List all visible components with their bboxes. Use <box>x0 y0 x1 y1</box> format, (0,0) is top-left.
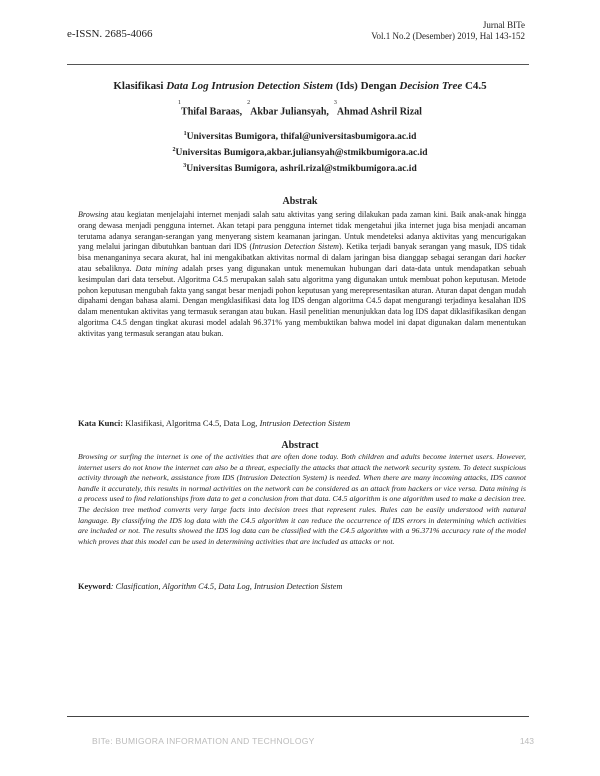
affiliation: $^1$Universitas Bumigora, thifal@universitasbumigora.ac.id <box>183 131 417 143</box>
keyword: Keyword: Clasification, Algorithm C4.5, Data Log, Intrusion Detection Sistem <box>78 582 343 591</box>
footer-journal: BITe: BUMIGORA INFORMATION AND TECHNOLOGY <box>92 736 315 746</box>
volume-info: Vol.1 No.2 (Desember) 2019, Hal 143-152 <box>371 31 525 41</box>
journal-name: Jurnal BITe <box>482 20 525 30</box>
issn: e-ISSN. 2685-4066 <box>67 28 153 40</box>
abstrak-text: Browsing atau kegiatan menjelajahi internet menjadi salah satu aktivitas yang sering dilakukan pada zaman kini. Baik anak-anak hingga orang dewasa menjadi pengguna internet. Akan tetapi para pengguna internet tidak mengetahui jika internet juga bisa menjadi ancaman terutama adanya serangan-serangan yang menyerang sistem keamanan jaringan. Untuk mendeteksi adanya aktivitas yang mencurigakan yang melalui jaringan dibutuhkan bantuan dari IDS (Intrusion Detection Sistem). Ketika terjadi banyak serangan yang masuk, IDS tidak bisa menanganinya secara akurat, hal ini mengakibatkan aktivitas normal di dalam jaringan bisa dianggap sebagai serangan dari hacker atau sebaliknya. Data mining adalah prses yang digunakan untuk menemukan hubungan dari data-data untuk mendapatkan sebuah kesimpulan dari data tersebut. Algoritma C4.5 merupakan salah satu algoritma yang digunakan untuk membuat pohon keputusan. Metode pohon keputusan mengubah fakta yang sangat besar menjadi pohon keputusan yang merepresentasikan aturan. Aturan dapat dengan mudah dipahami dengan bahasa alami. Dengan mengklasifikasi data log IDS dengan algoritma C4.5 dapat mengurangi terjadinya kesalahan IDS dalam menentukan aktivitas yang termasuk serangan atau bukan. Hasil penelitian menunjukkan data log IDS dapat diklasifikasikan dengan algoritma C4.5 dengan tingkat akurasi model adalah 96.371% yang membuktikan bahwa model ini dapat digunakan dalam menentukan aktivitas yang termasuk serangan atau bukan. <box>78 210 526 338</box>
header-divider <box>67 64 529 65</box>
author-list: $^1$Thifal Baraas, $^2$Akbar Juliansyah, $^3$Ahmad Ashril Rizal <box>178 100 422 118</box>
affiliation: $^3$Universitas Bumigora, ashril.rizal@stmikbumigora.ac.id <box>183 163 417 175</box>
journal-info <box>371 20 525 42</box>
author-name: Thifal Baraas, <box>181 106 243 118</box>
abstract-heading: Abstract <box>281 440 319 451</box>
page-number: 143 <box>519 736 534 746</box>
author-name: Akbar Juliansyah, <box>250 106 329 118</box>
affiliations <box>60 128 540 176</box>
paper-title: Klasifikasi Data Log Intrusion Detection Sistem (Ids) Dengan Decision Tree C4.5 <box>113 80 487 92</box>
kata-kunci: Kata Kunci: Klasifikasi, Algoritma C4.5, Data Log, Intrusion Detection Sistem <box>78 418 351 428</box>
affiliation: $^2$Universitas Bumigora,akbar.juliansyah@stmikbumigora.ac.id <box>172 147 428 159</box>
author-name: Ahmad Ashril Rizal <box>336 106 422 118</box>
abstract-text: Browsing or surfing the internet is one of the activities that are often done today. Both children and adults become internet users. However, internet users do not know the internet can also be a threat, especially the attacks that attack the network security system. To detect suspicious activity through the network, assistance from IDS (Intrusion Detection System) is needed. When there are many incoming attacks, IDS cannot handle it accurately, this results in normal activities on the network can be considered as an attack from hackers or vice versa. Data mining is a process used to find relationships from data to get a conclusion from that data. C4.5 algorithm is one algorithm used to make a decision tree. The decision tree method converts very large facts into decision trees that represent rules. Rules can be easily understood with natural language. By classifying the IDS log data with the C4.5 algorithm it can reduce the occurrence of IDS errors in determining which activities are included or not. The results showed the IDS log data can be classified with the C4.5 algorithm with a 96.371% accuracy rate of the model which proves that this model can be used in determining activities that are included as attacks or not. <box>78 452 526 546</box>
footer-divider <box>67 716 529 717</box>
abstrak-heading: Abstrak <box>282 196 318 207</box>
